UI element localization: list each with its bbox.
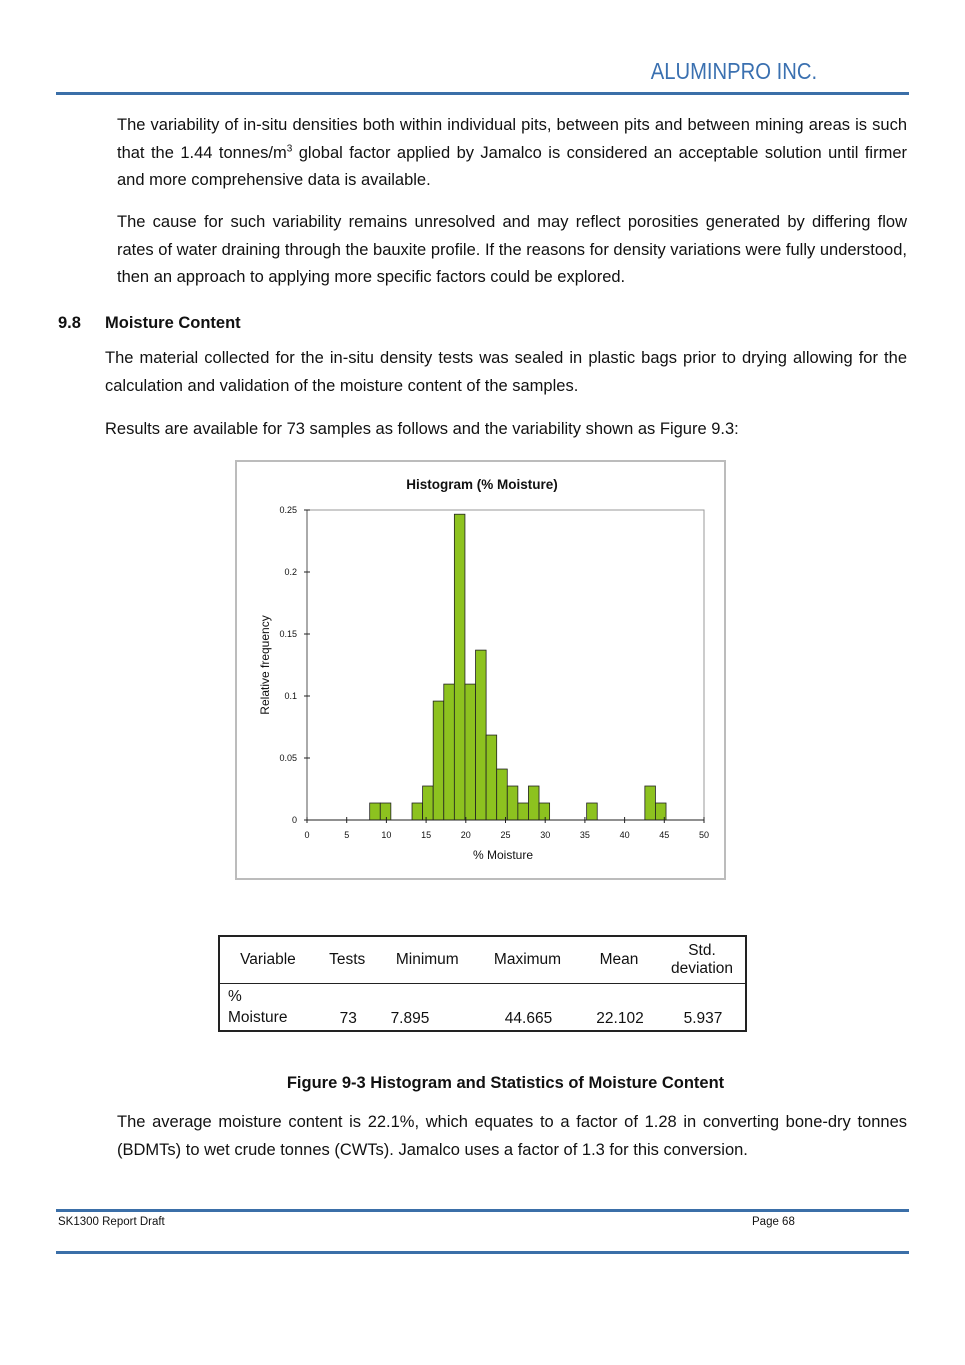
cell-variable [219,984,316,1032]
y-tick-label: 0.05 [279,753,297,763]
x-tick-label: 25 [500,830,511,840]
histogram-bar [539,803,550,820]
x-tick-label: 45 [659,830,670,840]
cell-tests: 73 [339,1010,357,1027]
y-tick-label: 0.15 [279,629,297,639]
table-header-row [219,936,746,984]
table-row [219,984,746,1032]
x-tick-label: 0 [304,830,310,840]
x-tick-label: 50 [698,830,710,840]
cell-maximum: 44.665 [504,1010,553,1027]
paragraph-moisture-intro: The material collected for the in-situ density tests was sealed in plastic bags prior to drying allowing for the calculation and validation of the moisture content of the samples. [105,349,907,395]
histogram-bar [476,650,487,820]
superscript: 3 [286,143,293,154]
histogram-bar [444,684,455,820]
cell-minimum: 7.895 [390,1010,430,1027]
header-mean: Mean [579,936,659,984]
paragraph-results-intro: Results are available for 73 samples as follows and the variability shown as Figure 9.3: [105,420,739,438]
histogram-bar [587,803,598,820]
paragraph-average-moisture: The average moisture content is 22.1%, which equates to a factor of 1.28 in converting bone-dry tonnes (BDMTs) to wet crude tonnes (CWTs). Jamalco uses a factor of 1.3 for this conversion. [117,1113,907,1159]
header-variable: Variable [219,936,316,984]
section-title: Moisture Content [105,314,241,332]
cell-variable-line2: Moisture [228,1009,288,1026]
histogram-bar [518,803,529,820]
footer-page-number: Page 68 [752,1216,795,1228]
company-name: ALUMINPRO INC. [650,58,817,84]
x-tick-label: 5 [344,830,350,840]
footer-top-rule [56,1209,909,1212]
histogram-bar [645,786,656,820]
x-tick-label: 20 [460,830,471,840]
histogram-bar [370,803,381,820]
histogram-bar [528,786,539,820]
header-tests: Tests [316,936,379,984]
histogram-bar [423,786,434,820]
x-tick-label: 40 [619,830,630,840]
y-tick-label: 0.25 [279,505,297,515]
cell-variable-line1: % [228,988,242,1005]
histogram-chart [235,460,726,880]
histogram-bar [507,786,518,820]
cell-mean: 22.102 [596,1010,644,1027]
paragraph-text: global factor applied by Jamalco is considered an acceptable solution until firmer and more comprehensive data is available. [117,143,907,189]
chart-title: Histogram (% Moisture) [406,477,558,492]
x-axis-label: % Moisture [472,848,534,862]
y-axis-label: Relative frequency [258,615,272,715]
paragraph-density-variability [117,112,907,195]
x-tick-label: 10 [381,830,392,840]
y-tick-label: 0.1 [284,691,297,701]
header-minimum: Minimum [379,936,476,984]
footer-report-name: SK1300 Report Draft [58,1216,165,1228]
statistics-table [218,935,747,1032]
header-rule [56,92,909,95]
paragraph-text: The variability of in-situ densities both within individual pits, between pits and between mining areas is such that the 1.44 tonnes/m [117,116,907,162]
histogram-bar [465,684,476,820]
y-tick-label: 0.2 [284,567,297,577]
x-tick-label: 35 [579,830,590,840]
header-maximum: Maximum [476,936,579,984]
x-tick-label: 30 [540,830,551,840]
paragraph-variability-cause: The cause for such variability remains unresolved and may reflect porosities generated by differing flow rates of water draining through the bauxite profile. If the reasons for density variations were fully understood, then an approach to applying more specific factors could be explored. [117,213,907,286]
histogram-bar [454,514,465,820]
section-number: 9.8 [58,314,81,332]
cell-std: 5.937 [683,1010,723,1027]
x-tick-label: 15 [421,830,432,840]
figure-caption: Figure 9-3 Histogram and Statistics of Moisture Content [286,1074,725,1092]
bars-group [370,514,666,820]
histogram-svg [237,462,724,878]
histogram-bar [412,803,423,820]
histogram-bar [433,701,444,820]
header-std-deviation: Std. deviation [659,936,746,984]
footer-bottom-rule [56,1251,909,1254]
histogram-bar [486,735,497,820]
histogram-bar [380,803,391,820]
y-tick-label: 0 [291,815,297,825]
histogram-bar [497,769,508,820]
